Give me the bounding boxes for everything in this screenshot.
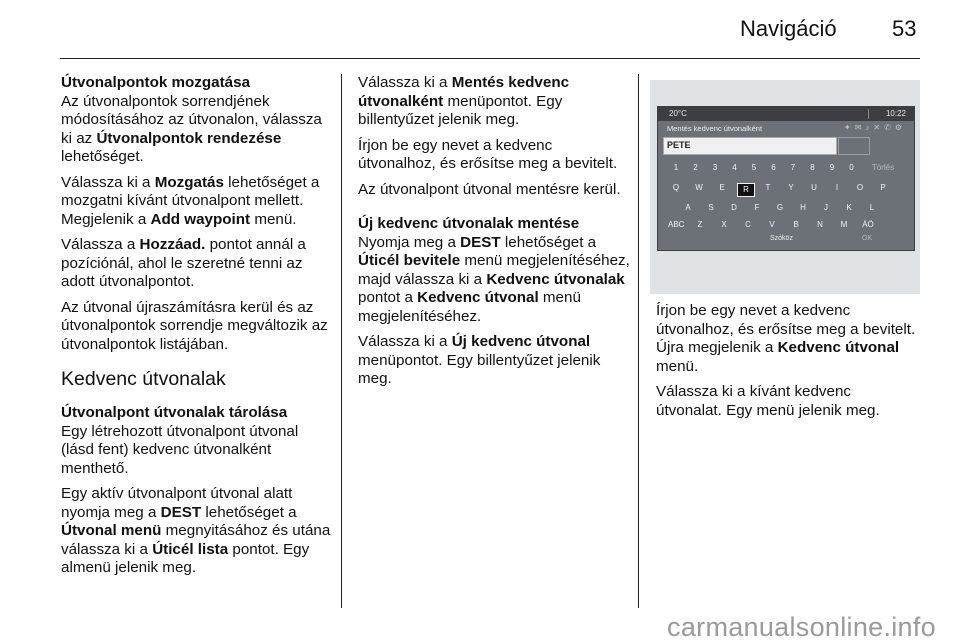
col1-para3: Válassza a Hozzáad. pontot annál a pozíciónál, ahol le szeretné tenni az adott útvonalpontot. [61, 236, 306, 290]
key-q-4[interactable]: T [765, 183, 771, 192]
column-1 [61, 74, 333, 585]
screen-title: Mentés kedvenc útvonalként [667, 124, 763, 133]
input-side-box [838, 137, 870, 155]
key-z-4[interactable]: V [769, 220, 775, 229]
keyboard-screen [657, 106, 915, 251]
key-num-7[interactable]: 8 [810, 163, 815, 172]
key-q-5[interactable]: Y [788, 183, 794, 192]
key-z-6[interactable]: N [817, 220, 823, 229]
key-a-6[interactable]: J [824, 203, 828, 212]
key-z-3[interactable]: C [745, 220, 751, 229]
col1-para5: Útvonalpont útvonalak tárolása Egy létrehozott útvonalpont útvonal (lásd fent) kedvenc útvonalként menthető. [61, 404, 333, 478]
key-q-1[interactable]: W [695, 183, 703, 192]
key-num-5[interactable]: 6 [771, 163, 776, 172]
key-a-3[interactable]: F [754, 203, 760, 212]
key-z-1[interactable]: Z [697, 220, 703, 229]
key-num-2[interactable]: 3 [712, 163, 718, 172]
key-q-6[interactable]: U [811, 183, 817, 192]
key-num-1[interactable]: 2 [693, 163, 698, 172]
section-title-favourites: Kedvenc útvonalak [61, 368, 226, 390]
key-z-7[interactable]: M [840, 220, 848, 229]
key-num-4[interactable]: 5 [751, 163, 757, 172]
subheading-store-routes: Útvonalpont útvonalak tárolása [61, 404, 288, 421]
col2-para1: Válassza ki a Mentés kedvenc útvonalként menüpontot. Egy billentyűzet jelenik meg. [358, 74, 570, 128]
key-a-2[interactable]: D [731, 203, 737, 212]
key-q-3[interactable]: R [737, 183, 755, 197]
col2-para5: Válassza ki a Új kedvenc útvonal menüpontot. Egy billentyűzet jelenik meg. [358, 333, 601, 387]
status-icons [844, 123, 906, 132]
col1-para1: Útvonalpontok mozgatása Az útvonalpontok sorrendjének módosításához az útvonalon, válassza ki az Útvonalpontok rendezése lehetőséget. [61, 74, 333, 167]
key-q-8[interactable]: O [856, 183, 864, 192]
space-key[interactable]: Szóköz [770, 235, 793, 242]
key-a-4[interactable]: G [776, 203, 784, 212]
gear-icon: ⚙ [894, 123, 906, 132]
col2-para2: Írjon be egy nevet a kedvenc útvonalhoz, és erősítse meg a bevitelt. [358, 136, 618, 172]
col1-para6: Egy aktív útvonalpont útvonal alatt nyomja meg a DEST lehetőséget a Útvonal menü megnyitásához és utána válassza ki a Úticél lista pontot. Egy almenü jelenik meg. [61, 485, 331, 576]
col2-para4: Új kedvenc útvonalak mentése Nyomja meg a DEST lehetőséget a Úticél bevitele menü megjelenítéséhez, majd válassza ki a Kedvenc útvonalak pontot a Kedvenc útvonal menü megjelenítéséhez. [358, 215, 630, 325]
status-bar [658, 107, 914, 121]
key-q-9[interactable]: P [880, 183, 886, 192]
key-num-3[interactable]: 4 [732, 163, 737, 172]
temperature: 20°C [669, 109, 687, 118]
key-a-1[interactable]: S [708, 203, 714, 212]
key-num-6[interactable]: 7 [790, 163, 796, 172]
key-q-7[interactable]: I [835, 183, 839, 192]
column-divider-2 [638, 74, 639, 608]
key-z-5[interactable]: B [793, 220, 799, 229]
key-num-9[interactable]: 0 [849, 163, 854, 172]
key-a-7[interactable]: K [846, 203, 852, 212]
subheading-new-favourite: Új kedvenc útvonalak mentése [358, 215, 580, 232]
col3-para1: Írjon be egy nevet a kedvenc útvonalhoz, és erősítse meg a bevitelt. Újra megjelenik a Kedvenc útvonal menü. [656, 302, 916, 375]
mute-icon: ✕ [873, 123, 885, 132]
col1-para2: Válassza ki a Mozgatás lehetőséget a mozgatni kívánt útvonalpont mellett. Megjelenik a Add waypoint menü. [61, 173, 320, 228]
wifi-icon: ✦ [844, 123, 855, 132]
key-a-5[interactable]: H [800, 203, 806, 212]
page-title: Navigáció [740, 16, 837, 41]
column-2 [358, 74, 630, 396]
key-z-0[interactable]: ABC [668, 220, 685, 229]
key-num-0[interactable]: 1 [673, 163, 679, 172]
header-divider [60, 58, 920, 59]
name-input[interactable]: PETE [663, 137, 837, 155]
column-3 [656, 302, 920, 427]
key-z-8[interactable]: ÁÖ [862, 220, 874, 229]
envelope-icon: ✉ [854, 123, 866, 132]
col1-para4: Az útvonal újraszámításra kerül és az útvonalpontok sorrendje megváltozik az útvonalpontok listájában. [61, 298, 328, 353]
delete-key[interactable]: Törlés [871, 163, 895, 172]
col2-para3: Az útvonalpont útvonal mentésre kerül. [358, 180, 621, 198]
watermark: carmanualsonline.info [667, 612, 936, 642]
key-q-2[interactable]: E [719, 183, 725, 192]
key-num-8[interactable]: 9 [829, 163, 835, 172]
subheading-move-waypoints: Útvonalpontok mozgatása [61, 74, 251, 91]
speaker-icon: ♪ [865, 123, 874, 132]
key-a-8[interactable]: L [869, 203, 875, 212]
col3-para2: Válassza ki a kívánt kedvenc útvonalat. Egy menü jelenik meg. [656, 383, 880, 419]
ok-key[interactable]: OK [862, 235, 873, 242]
key-q-0[interactable]: Q [672, 183, 680, 192]
column-divider-1 [341, 74, 342, 608]
phone-icon: ✆ [884, 123, 895, 132]
key-z-2[interactable]: X [721, 220, 727, 229]
key-a-0[interactable]: A [685, 203, 691, 212]
clock: 10:22 [885, 109, 906, 118]
page-number: 53 [892, 16, 917, 41]
